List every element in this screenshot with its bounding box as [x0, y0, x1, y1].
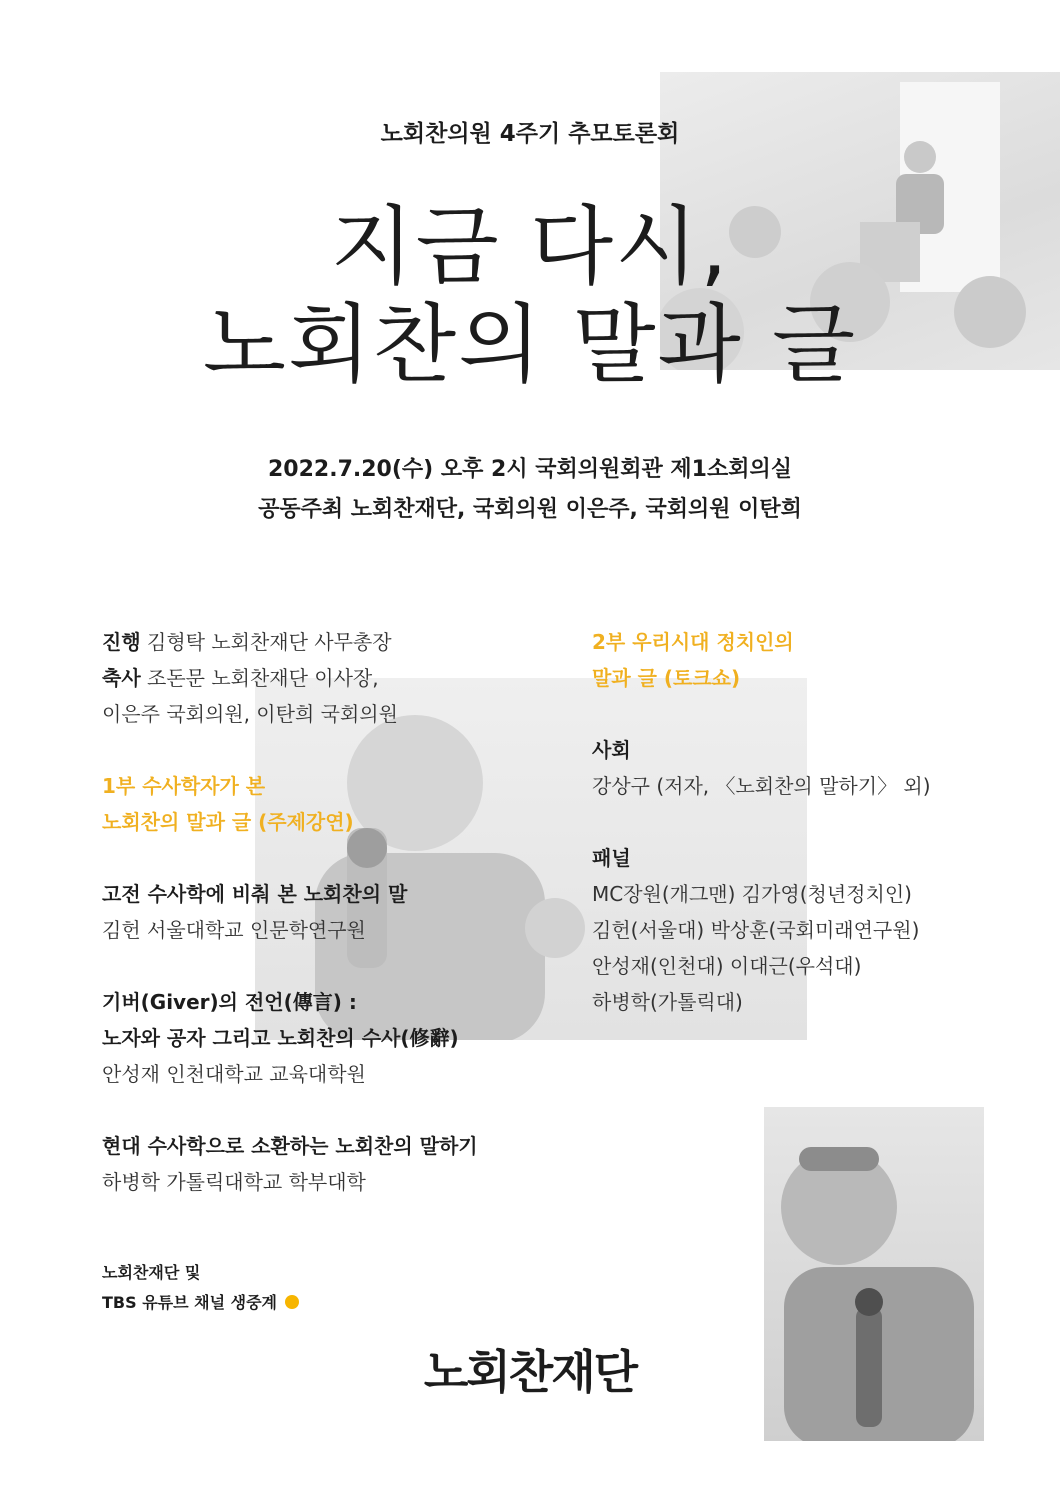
panel-line-3: 안성재(인천대) 이대근(우석대): [592, 954, 862, 978]
live-dot-icon: [285, 1295, 299, 1309]
event-datetime-place: 2022.7.20(수) 오후 2시 국회의원회관 제1소회의실: [267, 457, 792, 482]
host-name: 강상구 (저자, 〈노회찬의 말하기〉 외): [592, 774, 931, 798]
moderator-line: [102, 624, 562, 660]
greeting-names-2: 이은주 국회의원, 이탄희 국회의원: [102, 702, 398, 726]
part2-heading-2: 말과 글 (토크쇼): [592, 666, 741, 690]
talk3-title: 현대 수사학으로 소환하는 노회찬의 말하기: [102, 1134, 478, 1158]
panel-label: 패널: [592, 846, 631, 870]
broadcast-line-2-text: TBS 유튜브 채널 생중계: [102, 1293, 277, 1312]
part1-heading-2: 노회찬의 말과 글 (주제강연): [102, 810, 354, 834]
panel-line-2: 김헌(서울대) 박상훈(국회미래연구원): [592, 918, 920, 942]
moderator-label: 진행: [102, 630, 141, 654]
talk1-title: 고전 수사학에 비춰 본 노회찬의 말: [102, 882, 408, 906]
greeting-line: [102, 660, 562, 696]
part2-heading-1: 2부 우리시대 정치인의: [592, 630, 794, 654]
program-right-column: [592, 624, 1022, 1020]
host-label: 사회: [592, 738, 631, 762]
talk2-title-1: 기버(Giver)의 전언(傳言) :: [102, 990, 357, 1014]
program-left-column: [102, 624, 562, 1200]
talk1-speaker: 김헌 서울대학교 인문학연구원: [102, 918, 366, 942]
event-hosts: 공동주최 노회찬재단, 국회의원 이은주, 국회의원 이탄희: [258, 497, 802, 522]
event-subtitle: 노회찬의원 4주기 추모토론회: [380, 121, 680, 147]
main-title-line-1: 지금 다시,: [330, 197, 730, 297]
talk2-title-2: 노자와 공자 그리고 노회찬의 수사(修辭): [102, 1026, 459, 1050]
panel-line-4: 하병학(가톨릭대): [592, 990, 743, 1014]
broadcast-line-2: [102, 1288, 299, 1318]
broadcast-note: [102, 1258, 299, 1318]
talk2-speaker: 안성재 인천대학교 교육대학원: [102, 1062, 366, 1086]
greeting-names-1: 조돈문 노회찬재단 이사장,: [147, 666, 379, 690]
moderator-name: 김형탁 노회찬재단 사무총장: [147, 630, 392, 654]
main-title-line-2: 노회찬의 말과 글: [202, 295, 858, 395]
main-title: [0, 198, 1060, 394]
broadcast-line-1: 노회찬재단 및: [102, 1263, 201, 1282]
greeting-label: 축사: [102, 666, 141, 690]
foundation-logo: 노회찬재단: [423, 1345, 637, 1399]
part1-heading-1: 1부 수사학자가 본: [102, 774, 266, 798]
panel-line-1: MC장원(개그맨) 김가영(청년정치인): [592, 882, 912, 906]
talk3-speaker: 하병학 가톨릭대학교 학부대학: [102, 1170, 366, 1194]
